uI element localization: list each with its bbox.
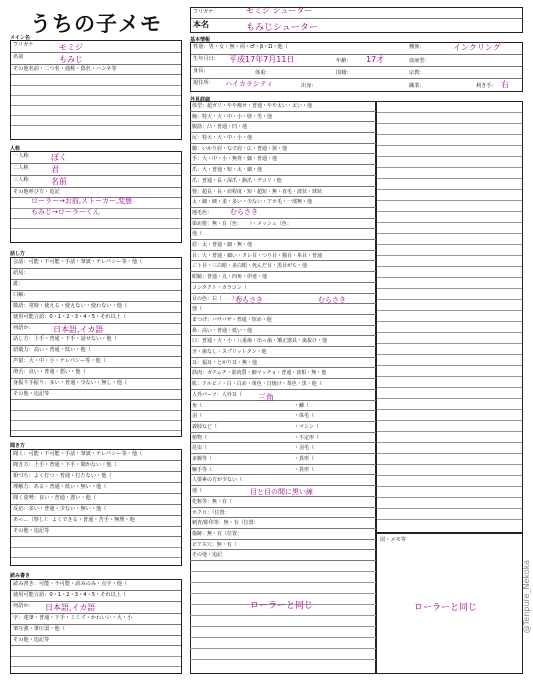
read-box bbox=[10, 579, 182, 674]
read-row: 使用可能言語：0・1・2・3・4・5・それ以上（ bbox=[11, 591, 181, 602]
read-row: 字：達筆・普通・下手・ミミズ・かわいい・大・小 bbox=[11, 614, 181, 625]
listen-row: 聞く姿勢：良い・普通・悪い・他（ bbox=[11, 494, 181, 505]
species-label: 種族： bbox=[409, 44, 425, 50]
listen-row: 理解力：ある・普通・低い・無い・他（ bbox=[11, 483, 181, 494]
speech-row: 身振り手振り：多い・普通・少ない・無し・他（ bbox=[11, 379, 181, 390]
appearance-part-label: ・マシン（ bbox=[294, 423, 319, 430]
read-row: その他・追記等 bbox=[11, 636, 181, 646]
appearance-row: 昆虫（ bbox=[190, 443, 376, 454]
notes-right-value: ローラーと同じ bbox=[414, 603, 478, 613]
read-row: 何語か： bbox=[11, 602, 181, 614]
appearance-row: 胸：特大・大・中・小・壁・男・他 bbox=[190, 112, 376, 123]
notes-left-value: ローラーと同じ bbox=[250, 601, 314, 611]
header-honmyo-row bbox=[191, 19, 522, 33]
appearance-row: 鼻：高い・普通・低い・他 bbox=[190, 326, 376, 337]
appearance-row: コンタクト・カラコン（ bbox=[190, 283, 376, 294]
second-person-value: 君 bbox=[51, 165, 59, 174]
appearance-row: 爪：普通・長・深爪・鉤爪・デコリ・他 bbox=[190, 176, 376, 187]
main-name-box bbox=[10, 40, 182, 140]
appearance-row: 義肢など（ bbox=[190, 422, 376, 433]
read-row: 読み書き：可能・不可能・読みのみ・点字・他（ bbox=[11, 580, 181, 591]
third-person-label: 三人称 bbox=[13, 177, 29, 183]
basic-box bbox=[190, 42, 523, 92]
speech-row: 口癖： bbox=[11, 291, 181, 302]
read-language-value: 日本語,イカ語 bbox=[45, 603, 96, 612]
speech-row: 語尾： bbox=[11, 269, 181, 280]
appearance-row: 耳：福耳・とがり耳・無・他 bbox=[190, 358, 376, 369]
header-honmyo-value: もみじシューター bbox=[246, 23, 318, 33]
religion-label: 宗教： bbox=[409, 70, 425, 76]
appearance-row: 人外パーツ：人外耳（ bbox=[190, 390, 376, 401]
header-furigana-value: モミジ シューター bbox=[246, 6, 313, 15]
main-name-section-label: メイン名 bbox=[10, 35, 30, 41]
appearance-row: 肌：アルビノ・白・白め・黄色・日焼け・茶色・黒・他（ bbox=[190, 379, 376, 390]
appearance-row: 化粧等：無・有（ bbox=[190, 497, 376, 508]
horn-value: 三角 bbox=[258, 393, 274, 402]
sex-label: 性別：男・女・無・両・♂・β・Ω・他（ bbox=[193, 44, 288, 50]
main-name-label: 名前 bbox=[13, 54, 24, 60]
person-other-value-2: もみじ→ローラーくん bbox=[31, 208, 100, 216]
appearance-row: 植物（ bbox=[190, 433, 376, 444]
appearance-notes-area bbox=[190, 561, 376, 674]
age-value: 17才 bbox=[366, 55, 385, 64]
second-person-row bbox=[11, 164, 181, 176]
hand-value: 右 bbox=[501, 80, 509, 89]
appearance-section-label: 外見詳細 bbox=[190, 97, 211, 103]
appearance-row: 髪：超長・長・肩程度・短・超短・無・直毛・波状・球状 bbox=[190, 187, 376, 198]
other-parts-value: 目と目の間に黒い線 bbox=[250, 488, 313, 496]
listen-row: あっ…（察し）：よくできる・普通・苦手・無理・他 bbox=[11, 516, 181, 527]
appearance-row: 眼鏡：普通・丸・四角・伊達・他 bbox=[190, 272, 376, 283]
header-furigana-label: フリガナ bbox=[193, 9, 214, 15]
person-box bbox=[10, 151, 182, 243]
listen-section-label: 聞き方 bbox=[10, 443, 26, 449]
hair-color-value: むらさき bbox=[230, 208, 258, 216]
name-header-box bbox=[190, 7, 523, 33]
person-other-label: その他呼び方・追記 bbox=[13, 189, 60, 195]
job-label: 職業： bbox=[409, 83, 425, 89]
listen-box bbox=[10, 449, 182, 566]
appearance-row: 多腕等（ bbox=[190, 454, 376, 465]
origin-label: 出身： bbox=[301, 83, 317, 89]
appearance-row: 脚：いかり肩・なで肩・広・普通・狭・他 bbox=[190, 144, 376, 155]
appearance-row: その他・追記 bbox=[190, 550, 376, 561]
speech-row: 会話：可能・不可能・手話・筆談・テレパシー等・他（ bbox=[11, 258, 181, 269]
age-label: 年齢： bbox=[336, 58, 352, 64]
first-person-value: ぼく bbox=[51, 153, 67, 162]
page-title: うちの子メモ bbox=[30, 12, 162, 36]
main-other-row bbox=[11, 65, 181, 75]
first-person-label: 一人称 bbox=[13, 153, 29, 159]
main-name-row bbox=[11, 53, 181, 65]
listen-row: 相づち：よく打つ・普通・打たない・他（ bbox=[11, 472, 181, 483]
address-value: ハイカラシティ bbox=[225, 80, 274, 88]
birthday-value: 平成17年7月11日 bbox=[229, 55, 295, 64]
header-honmyo-label: 本名 bbox=[193, 20, 209, 29]
third-person-value: 名前 bbox=[51, 177, 67, 186]
listen-row: 聞く：可能・不可能・手話・筆談・テレパシー等・他（ bbox=[11, 450, 181, 461]
appearance-notes-box bbox=[376, 101, 523, 533]
watermark: @Tenpure_Nekoka bbox=[522, 560, 531, 634]
person-section-label: 人称 bbox=[10, 146, 21, 152]
speech-row: 語彙力：高い・普通・低い・他（ bbox=[11, 346, 181, 357]
appearance-row: 太・細・硬・柔・多い・少ない・アホ毛・一部無・他 bbox=[190, 197, 376, 208]
height-label: 身長： bbox=[193, 68, 209, 74]
appearance-row: 目の色：右（ ）左（ bbox=[190, 294, 376, 305]
appearance-row: ピアス穴：無・有（ bbox=[190, 540, 376, 551]
listen-row: その他・追記等 bbox=[11, 527, 181, 537]
appearance-part-label: ・不定形（ bbox=[294, 434, 320, 441]
appearance-part-label: ・鱗（ bbox=[294, 402, 310, 409]
speech-section-label: 話し方 bbox=[10, 251, 26, 257]
speech-language-value: 日本語,イカ語 bbox=[53, 325, 104, 334]
appearance-row: 尻：特大・大・中・小・他 bbox=[190, 133, 376, 144]
appearance-row: 地毛色： bbox=[190, 208, 376, 219]
speech-row: 話し方：上手・普通・下手・話せない・他（ bbox=[11, 335, 181, 346]
speech-row: 滑舌：良い・普通・悪い・他（ bbox=[11, 368, 181, 379]
appearance-row: 筋肉：ガチムチ・筋肉質・細マッチョ・普通・貧相・無・他 bbox=[190, 368, 376, 379]
appearance-row: 触手等（ bbox=[190, 465, 376, 476]
appearance-row: 爪：大・普通・短・太・細・他 bbox=[190, 165, 376, 176]
appearance-part-label: ・体毛（ bbox=[294, 413, 315, 420]
appearance-row: 他（ bbox=[190, 229, 376, 240]
appearance-row: 目：大・普通・細い・タレ目・つり目・猫目・糸目・普通 bbox=[190, 251, 376, 262]
appearance-row: 他（ bbox=[190, 486, 376, 497]
main-other-label: その他名前・二つ名・通称・偽名・ハンネ等 bbox=[13, 66, 117, 72]
appearance-row: 口：普通・大・小・八重歯・出っ歯・矯正器具・歯抜け・他 bbox=[190, 336, 376, 347]
main-furigana-label: フリガナ bbox=[13, 42, 34, 48]
speech-row: 何語か： bbox=[11, 324, 181, 335]
appearance-row: 牙・歯なし・スプリットタン・他 bbox=[190, 347, 376, 358]
speech-row: その他・追記等 bbox=[11, 390, 181, 400]
hand-label: 利き手： bbox=[476, 83, 497, 89]
blood-label: 血液型： bbox=[409, 58, 430, 64]
appearance-row: 体型：超ガリ・やや痩せ・普通・やや太い・太い・他 bbox=[190, 101, 376, 112]
appearance-part-label: ・異形（ bbox=[294, 466, 315, 473]
header-furigana-row bbox=[191, 8, 522, 19]
weight-label: 体重： bbox=[255, 70, 271, 76]
country-label: 国籍： bbox=[336, 70, 352, 76]
appearance-row: 傷跡：無・有（位置： bbox=[190, 529, 376, 540]
basic-row-height bbox=[191, 67, 522, 79]
second-person-label: 二人称 bbox=[13, 165, 29, 171]
species-value: インクリング bbox=[453, 43, 501, 52]
read-row: 筆圧強・筆圧弱・他（ bbox=[11, 625, 181, 636]
appearance-row: ジト目・三白眼・多白眼・死んだ目・黒目がち・他 bbox=[190, 261, 376, 272]
first-person-row bbox=[11, 152, 181, 164]
birthday-label: 生年月日： bbox=[193, 56, 219, 62]
third-person-row bbox=[11, 176, 181, 188]
main-name-value: もみじ bbox=[59, 55, 83, 64]
appearance-row: 手：大・中・小・無骨・細・普通・他 bbox=[190, 154, 376, 165]
appearance-row: 他（ bbox=[190, 304, 376, 315]
address-label: 現住所： bbox=[193, 80, 214, 86]
appearance-row: ホクロ：（位置： bbox=[190, 508, 376, 519]
main-furigana-value: モミジ bbox=[59, 43, 83, 52]
speech-row: 訛： bbox=[11, 280, 181, 291]
listen-row: 反応：多い・普通・少ない・無い・他（ bbox=[11, 505, 181, 516]
basic-section-label: 基本情報 bbox=[190, 37, 211, 43]
figure-memo-label: 図・メモ等 bbox=[380, 537, 406, 543]
appearance-part-label: ・異形（ bbox=[294, 456, 315, 463]
person-other-value-1: ローラー→お前,ストーカー,変態 bbox=[31, 197, 133, 205]
appearance-part-label: ・羽毛（ bbox=[294, 445, 315, 452]
listen-row: 聞き方：上手・普通・下手・聞かない・他（ bbox=[11, 461, 181, 472]
appearance-row: 人要素の方が少ない（ bbox=[190, 475, 376, 486]
eye-left-value: むらさき bbox=[318, 296, 346, 304]
appearance-row: 刺青/彫印等：無・有（位置： bbox=[190, 518, 376, 529]
main-furigana-row bbox=[11, 41, 181, 53]
speech-row: 使用可能言語：0・1・2・3・4・5・それ以上（ bbox=[11, 313, 181, 324]
appearance-row: 腹筋：凸・普通・凹・他 bbox=[190, 122, 376, 133]
appearance-row: 羽（ bbox=[190, 411, 376, 422]
appearance-row: 眉：太・普通・細・無・他 bbox=[190, 240, 376, 251]
speech-row: 声量：大・中・小・テレパシー等・他（ bbox=[11, 357, 181, 368]
read-section-label: 読み書き bbox=[10, 573, 31, 579]
appearance-row: 染め髪：無・有（色： ）・メッシュ（色： bbox=[190, 219, 376, 230]
appearance-row: まつげ：バサバサ・普通・短め・他 bbox=[190, 315, 376, 326]
speech-box bbox=[10, 257, 182, 437]
speech-row: 敬語：常時・使える・使えない・使わない・他（ bbox=[11, 302, 181, 313]
eye-right-value: むらさき bbox=[235, 296, 263, 304]
appearance-row: 角（ bbox=[190, 401, 376, 412]
